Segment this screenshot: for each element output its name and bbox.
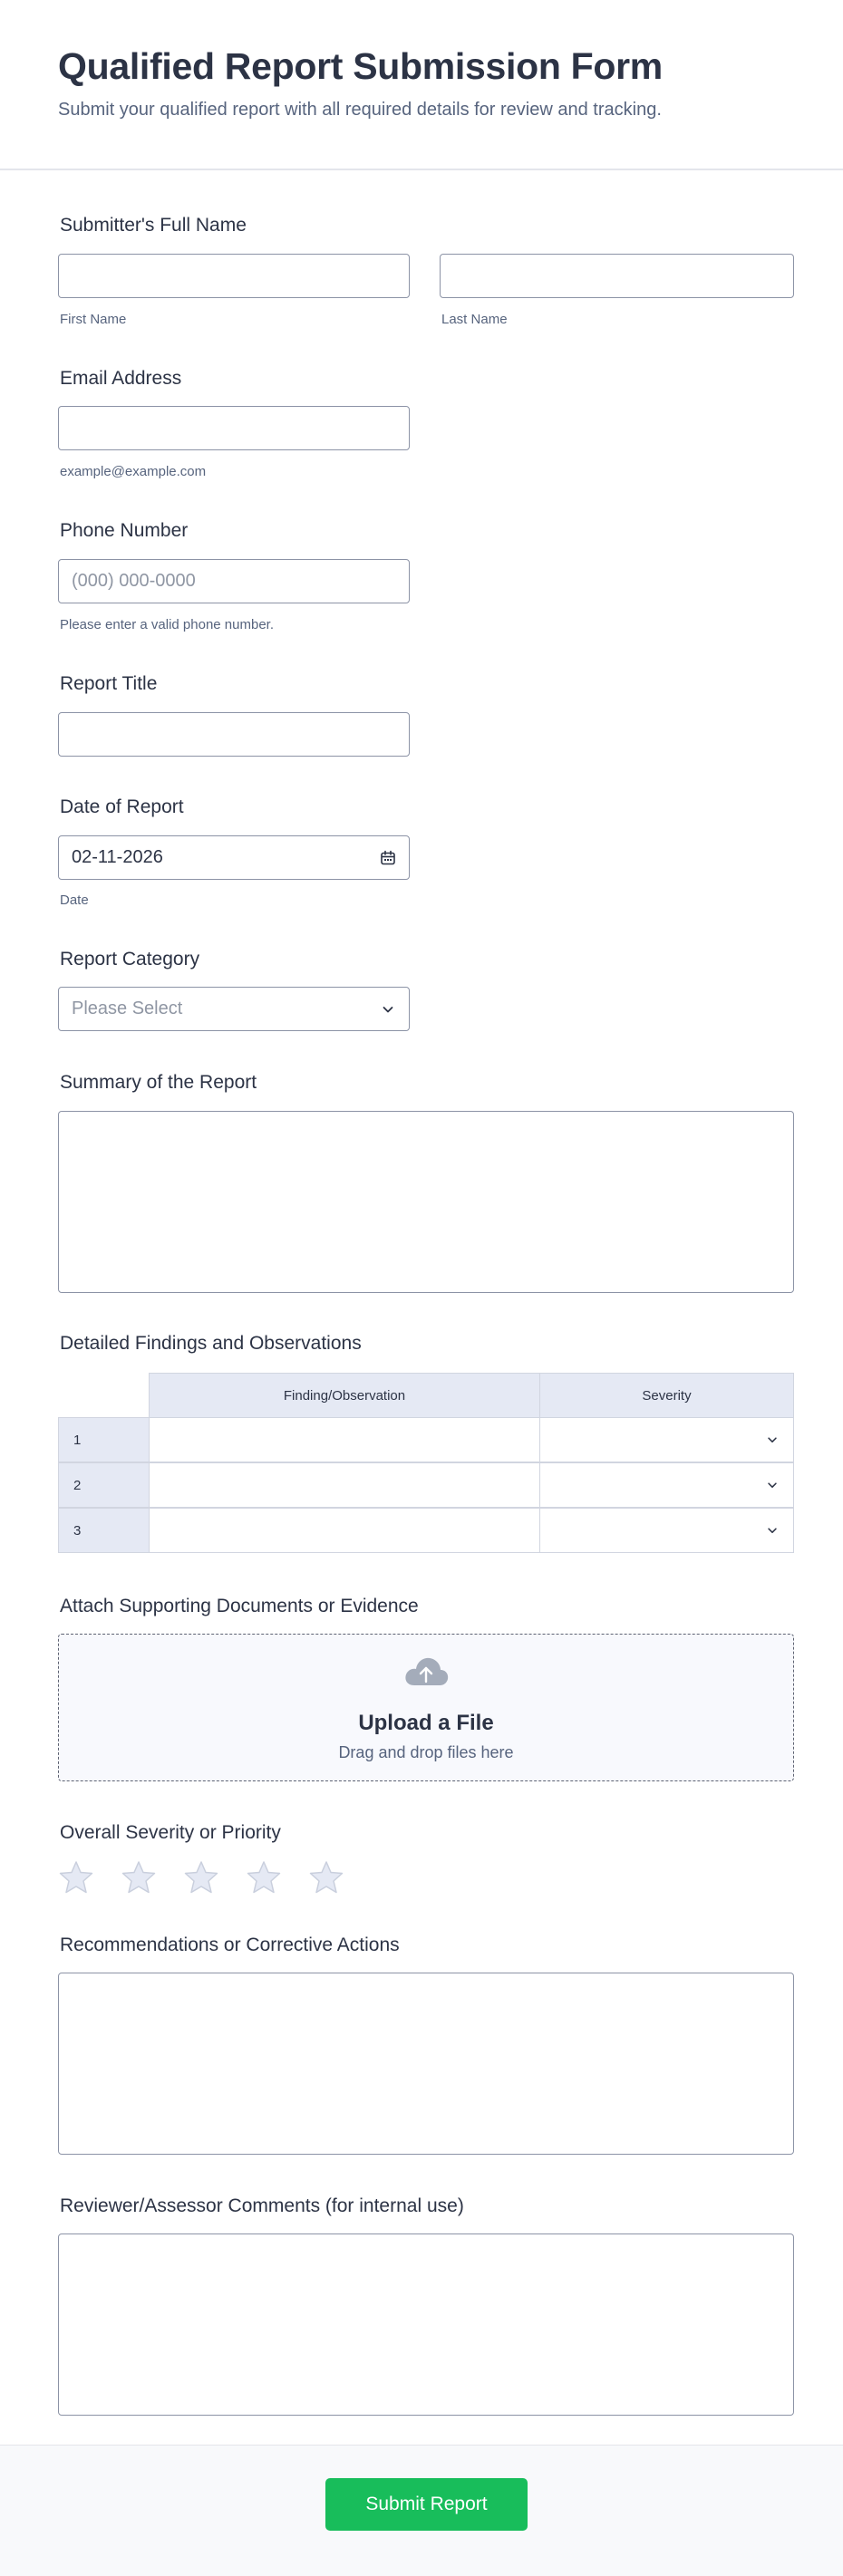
cloud-upload-icon bbox=[403, 1655, 449, 1689]
table-row bbox=[58, 1417, 794, 1462]
first-name-sublabel: First Name bbox=[60, 312, 127, 327]
phone-label: Phone Number bbox=[60, 520, 189, 541]
row-number: 3 bbox=[58, 1508, 150, 1553]
recommendations-label: Recommendations or Corrective Actions bbox=[60, 1934, 400, 1955]
star-icon[interactable] bbox=[183, 1859, 219, 1896]
full-name-label: Submitter's Full Name bbox=[60, 215, 247, 236]
last-name-sublabel: Last Name bbox=[441, 312, 508, 327]
email-label: Email Address bbox=[60, 368, 182, 389]
reviewer-comments-textarea[interactable] bbox=[58, 2233, 794, 2416]
calendar-icon[interactable] bbox=[378, 848, 398, 868]
table-row bbox=[58, 1462, 794, 1508]
date-sublabel: Date bbox=[60, 892, 89, 908]
chevron-down-icon bbox=[378, 999, 398, 1019]
finding-input[interactable] bbox=[149, 1508, 540, 1553]
row-number: 1 bbox=[58, 1417, 150, 1462]
chevron-down-icon bbox=[762, 1475, 782, 1495]
submit-button[interactable]: Submit Report bbox=[325, 2478, 528, 2531]
severity-label: Overall Severity or Priority bbox=[60, 1822, 281, 1843]
category-select[interactable] bbox=[58, 987, 410, 1031]
upload-subtitle: Drag and drop files here bbox=[338, 1743, 514, 1761]
upload-title: Upload a File bbox=[358, 1711, 494, 1735]
summary-textarea[interactable] bbox=[58, 1111, 794, 1293]
phone-input[interactable] bbox=[58, 559, 410, 603]
first-name-input[interactable] bbox=[58, 254, 410, 298]
form-subtitle: Submit your qualified report with all required details for review and tracking. bbox=[58, 100, 662, 120]
phone-sublabel: Please enter a valid phone number. bbox=[60, 617, 274, 632]
chevron-down-icon bbox=[762, 1520, 782, 1540]
severity-column-header: Severity bbox=[539, 1373, 794, 1418]
attachments-label: Attach Supporting Documents or Evidence bbox=[60, 1596, 419, 1616]
category-placeholder: Please Select bbox=[72, 999, 183, 1018]
date-label: Date of Report bbox=[60, 796, 184, 817]
email-input[interactable] bbox=[58, 406, 410, 450]
reviewer-comments-label: Reviewer/Assessor Comments (for internal use) bbox=[60, 2195, 464, 2216]
email-sublabel: example@example.com bbox=[60, 464, 207, 479]
findings-label: Detailed Findings and Observations bbox=[60, 1333, 362, 1354]
chevron-down-icon bbox=[762, 1430, 782, 1450]
star-icon[interactable] bbox=[58, 1859, 94, 1896]
form-title: Qualified Report Submission Form bbox=[58, 45, 663, 87]
report-title-label: Report Title bbox=[60, 673, 158, 694]
category-label: Report Category bbox=[60, 949, 200, 970]
finding-input[interactable] bbox=[149, 1417, 540, 1462]
severity-select[interactable] bbox=[539, 1508, 794, 1553]
date-input[interactable] bbox=[58, 835, 410, 880]
last-name-input[interactable] bbox=[440, 254, 794, 298]
findings-column-header: Finding/Observation bbox=[149, 1373, 540, 1418]
table-row bbox=[58, 1508, 794, 1553]
severity-select[interactable] bbox=[539, 1417, 794, 1462]
file-upload-dropzone[interactable] bbox=[58, 1634, 794, 1781]
row-number: 2 bbox=[58, 1462, 150, 1508]
form-header bbox=[0, 0, 843, 170]
recommendations-textarea[interactable] bbox=[58, 1973, 794, 2155]
date-value: 02-11-2026 bbox=[72, 847, 163, 867]
report-title-input[interactable] bbox=[58, 712, 410, 757]
star-icon[interactable] bbox=[121, 1859, 157, 1896]
phone-placeholder: (000) 000-0000 bbox=[72, 571, 196, 591]
star-icon[interactable] bbox=[246, 1859, 282, 1896]
finding-input[interactable] bbox=[149, 1462, 540, 1508]
severity-select[interactable] bbox=[539, 1462, 794, 1508]
summary-label: Summary of the Report bbox=[60, 1072, 257, 1093]
form-footer bbox=[0, 2445, 843, 2576]
findings-header-row bbox=[58, 1373, 794, 1418]
star-icon[interactable] bbox=[308, 1859, 344, 1896]
